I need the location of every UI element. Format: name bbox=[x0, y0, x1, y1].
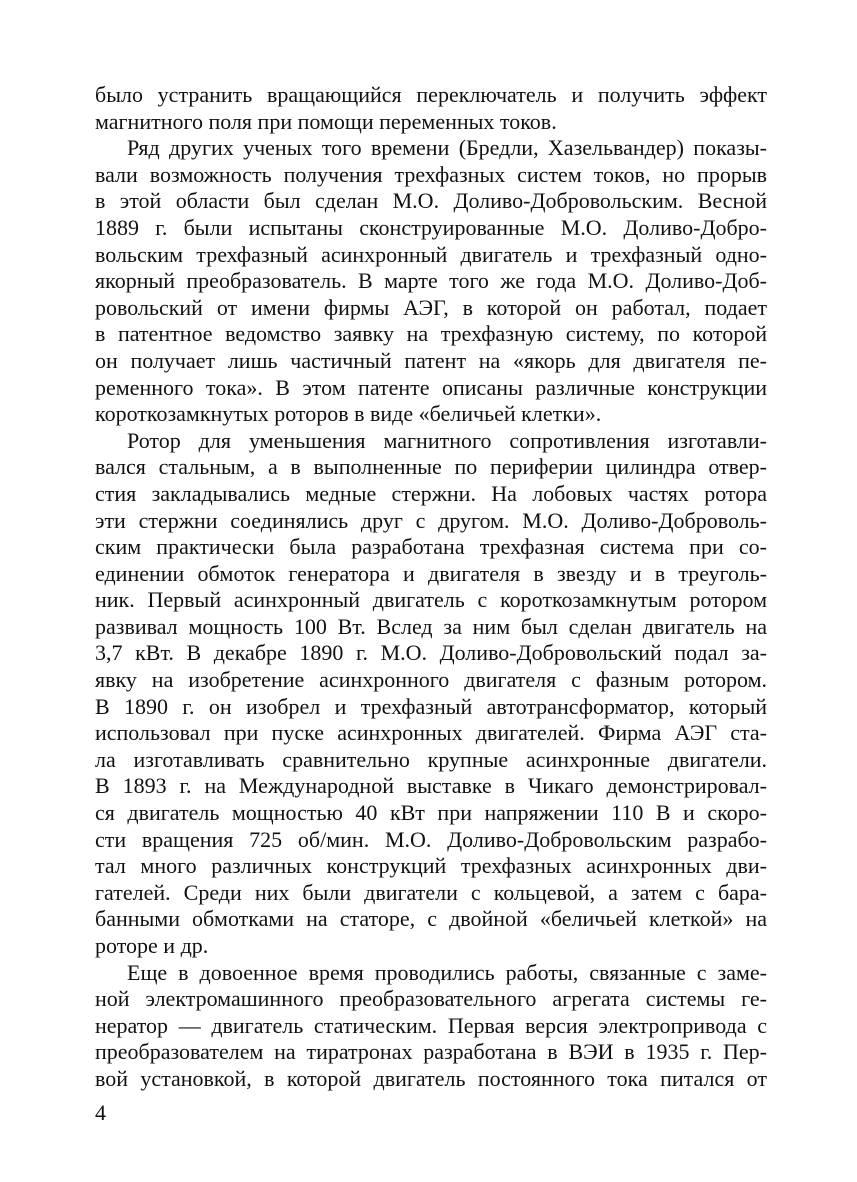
text-line: ся двигатель мощностью 40 кВт при напряжении 110 В и скоро- bbox=[95, 800, 767, 826]
text-line: короткозамкнутых роторов в виде «беличьей клетки». bbox=[95, 401, 602, 427]
text-line: было устранить вращающийся переключатель и получить эффект bbox=[95, 82, 767, 107]
text-line: вольским трехфазный асинхронный двигатель и трехфазный одно- bbox=[95, 241, 767, 267]
text-line: Ряд других ученых того времени (Бредли, Хазельвандер) показы- bbox=[127, 135, 767, 161]
text-line: роторе и др. bbox=[95, 933, 209, 958]
text-line: 1889 г. были испытаны сконструированные М.О. Доливо-Добро- bbox=[95, 214, 767, 240]
text-line: ским практически была разработана трехфазная система при со- bbox=[95, 534, 767, 560]
text-line: стия закладывались медные стержни. На лобовых частях ротора bbox=[95, 480, 767, 506]
text-line: ровольский от имени фирмы АЭГ, в которой он работал, подает bbox=[95, 294, 767, 320]
text-line: в этой области был сделан М.О. Доливо-Добровольским. Весной bbox=[95, 188, 767, 214]
text-line: Ротор для уменьшения магнитного сопротивления изготавли- bbox=[127, 427, 767, 453]
text-line: вался стальным, а в выполненные по периферии цилиндра отвер- bbox=[95, 454, 767, 480]
text-line: тал много различных конструкций трехфазных асинхронных дви- bbox=[95, 853, 767, 879]
text-line: вой установкой, в которой двигатель постоянного тока питался от bbox=[95, 1065, 767, 1091]
text-line: развивал мощность 100 Вт. Вслед за ним был сделан двигатель на bbox=[95, 613, 767, 639]
text-line: эти стержни соединялись друг с другом. М.О. Доливо-Доброволь- bbox=[95, 507, 767, 533]
paragraph bbox=[95, 135, 767, 428]
text-line: вали возможность получения трехфазных систем токов, но прорыв bbox=[95, 161, 767, 187]
text-line: В 1893 г. на Международной выставке в Чикаго демонстрировал- bbox=[95, 773, 767, 799]
text-line: банными обмотками на статоре, с двойной «беличьей клеткой» на bbox=[95, 906, 767, 932]
text-line: ник. Первый асинхронный двигатель с короткозамкнутым ротором bbox=[95, 587, 767, 613]
text-line: 3,7 кВт. В декабре 1890 г. М.О. Доливо-Добровольский подал за- bbox=[95, 640, 767, 666]
paragraph bbox=[95, 960, 767, 1093]
text-line: в патентное ведомство заявку на трехфазную систему, по которой bbox=[95, 321, 767, 347]
text-line: ременного тока». В этом патенте описаны различные конструкции bbox=[95, 374, 767, 400]
text-line: преобразователем на тиратронах разработана в ВЭИ в 1935 г. Пер- bbox=[95, 1039, 767, 1065]
text-line: сти вращения 725 об/мин. М.О. Доливо-Добровольским разрабо- bbox=[95, 826, 767, 852]
text-line: явку на изобретение асинхронного двигателя с фазным ротором. bbox=[95, 667, 767, 693]
paragraph bbox=[95, 428, 767, 960]
text-line: единении обмоток генератора и двигателя в звезду и в треуголь- bbox=[95, 560, 767, 586]
paragraph bbox=[95, 82, 767, 135]
text-line: гателей. Среди них были двигатели с кольцевой, а затем с бара- bbox=[95, 879, 767, 905]
text-line: Еще в довоенное время проводились работы, связанные с заме- bbox=[127, 959, 767, 985]
text-line: использовал при пуске асинхронных двигателей. Фирма АЭГ ста- bbox=[95, 720, 767, 746]
text-line: нератор — двигатель статическим. Первая версия электропривода с bbox=[95, 1012, 767, 1038]
text-line: ла изготавливать сравнительно крупные асинхронные двигатели. bbox=[95, 746, 767, 772]
page-body bbox=[95, 82, 767, 1093]
text-line: ной электромашинного преобразовательного агрегата системы ге- bbox=[95, 986, 767, 1012]
text-line: он получает лишь частичный патент на «якорь для двигателя пе- bbox=[95, 347, 767, 373]
text-line: В 1890 г. он изобрел и трехфазный автотрансформатор, который bbox=[95, 693, 767, 719]
text-line: якорный преобразователь. В марте того же года М.О. Доливо-Доб- bbox=[95, 268, 767, 294]
page-number: 4 bbox=[95, 1100, 106, 1125]
text-line: магнитного поля при помощи переменных токов. bbox=[95, 108, 557, 134]
